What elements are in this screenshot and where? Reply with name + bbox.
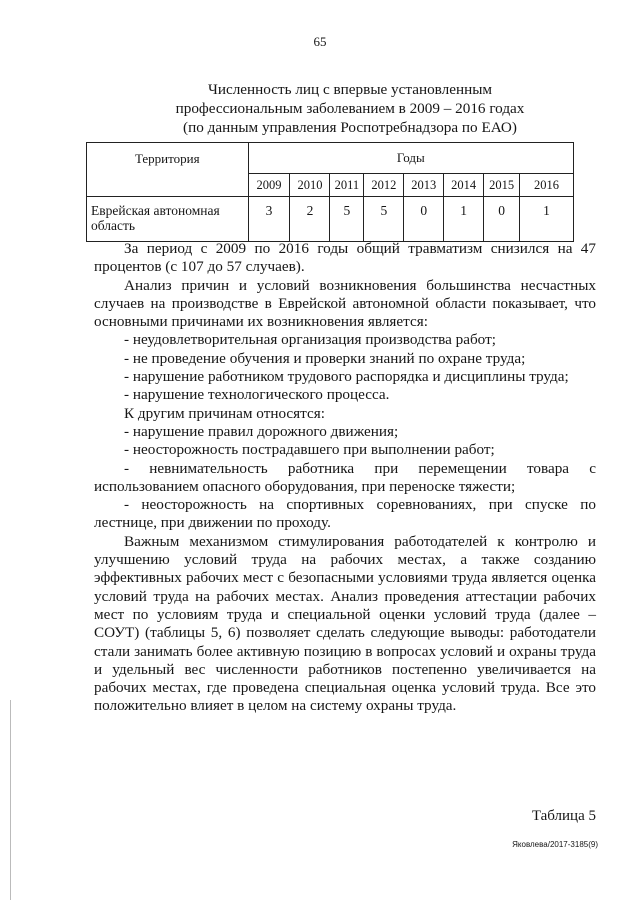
value-cell: 1: [444, 197, 484, 242]
list-item: - не проведение обучения и проверки знаний по охране труда;: [124, 349, 526, 367]
year-cell: 2010: [290, 174, 330, 197]
territory-header: Территория: [87, 143, 249, 197]
list-item: - нарушение технологического процесса.: [124, 386, 390, 404]
years-header: Годы: [248, 143, 573, 174]
year-cell: 2011: [330, 174, 364, 197]
value-cell: 3: [248, 197, 290, 242]
value-cell: 5: [330, 197, 364, 242]
list-item: - неосторожность на спортивных соревнованиях, при спуске по лестнице, при движении по проходу.: [94, 496, 596, 532]
value-cell: 1: [520, 197, 574, 242]
year-cell: 2009: [248, 174, 290, 197]
paragraph-analysis: Анализ причин и условий возникновения большинства несчастных случаев на производстве в Еврейской автономной области показывает, что основными причинами их возникновения является:: [94, 276, 596, 331]
title-line-3: (по данным управления Роспотребнадзора по ЕАО): [183, 119, 517, 136]
year-cell: 2012: [364, 174, 404, 197]
title-line-2: профессиональным заболеванием в 2009 – 2016 годах: [175, 100, 525, 117]
year-cell: 2015: [484, 174, 520, 197]
paragraph-injury-stats: За период с 2009 по 2016 годы общий травматизм снизился на 47 процентов (с 107 до 57 случаев).: [94, 240, 596, 276]
paragraph-conclusions: Важным механизмом стимулирования работодателей к контролю и улучшению условий труда на рабочих местах, а также созданию эффективных рабочих мест с безопасными условиями труда является оценка условий труда на рабочих местах. Анализ проведения аттестации рабочих мест по условиям труда и специальной оценки условий труда (далее – СОУТ) (таблицы 5, 6) позволяет сделать следующие выводы: работодатели стали занимать более активную позицию в вопросах условий и охраны труда и удельный вес численности работников постепенно увеличивается на рабочих местах, где проведена специальная оценка условий труда. Все это положительно влияет в целом на систему охраны труда.: [94, 532, 596, 715]
year-cell: 2014: [444, 174, 484, 197]
list-item: - нарушение работником трудового распорядка и дисциплины труда;: [124, 368, 569, 386]
value-cell: 0: [484, 197, 520, 242]
title-line-1: Численность лиц с впервые установленным: [207, 81, 493, 98]
document-title: [60, 80, 640, 137]
value-cell: 5: [364, 197, 404, 242]
table-label: Таблица 5: [531, 808, 596, 824]
list-item: - неудовлетворительная организация производства работ;: [124, 331, 496, 349]
page-number: 65: [313, 34, 327, 49]
list-item: - нарушение правил дорожного движения;: [124, 422, 399, 440]
body-text: [94, 240, 596, 716]
value-cell: 0: [404, 197, 444, 242]
scan-edge-line: [10, 700, 11, 900]
territory-cell: Еврейская автономная область: [87, 197, 249, 242]
year-cell: 2013: [404, 174, 444, 197]
paragraph-other-causes: К другим причинам относятся:: [124, 404, 325, 422]
list-item: - невнимательность работника при перемещении товара с использованием опасного оборудования, при переноске тяжести;: [94, 459, 596, 495]
table-row: [87, 197, 574, 242]
footer-document-code: Яковлева/2017-3185(9): [512, 840, 598, 849]
year-cell: 2016: [520, 174, 574, 197]
occupational-disease-table: [86, 142, 574, 242]
list-item: - неосторожность пострадавшего при выполнении работ;: [124, 441, 495, 459]
value-cell: 2: [290, 197, 330, 242]
